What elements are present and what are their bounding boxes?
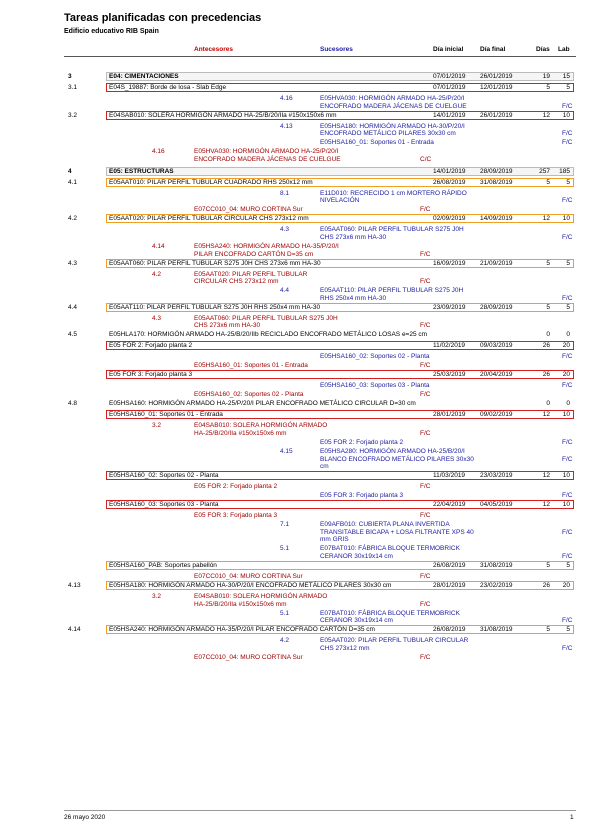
successor-description: E05 FOR 2: Forjado planta 2 [320,439,404,446]
task-days: 12 [542,215,550,223]
predecessor-description: E05HVA030: HORMIGÓN ARMADO HA-25/P/20/I [194,148,339,156]
successor-relation: F/C [562,553,573,560]
predecessor-description: E05 FOR 2: Forjado planta 2 [194,483,278,491]
task-start-date: 25/03/2019 [433,371,466,379]
header-sucesores: Sucesores [320,46,353,53]
task-end-date: 28/09/2019 [480,167,513,175]
task-lab-days: 5 [566,626,570,634]
task-id: 4.2 [68,215,78,223]
task-name: E05AAT020: PILAR PERFIL TUBULAR CIRCULAR CHS 273x12 mm [109,215,309,223]
predecessor-description: E07CC010_04: MURO CORTINA Sur [194,206,303,214]
task-days: 26 [542,582,550,589]
task-start-date: 11/02/2019 [433,342,466,350]
task-name: E05HSA160_PAB: Soportes pabellón [109,562,217,569]
task-start-date: 26/08/2019 [433,626,466,634]
predecessor-relation: F/C [420,362,431,370]
predecessor-description: HA-25/B/20/IIa #150x150x6 mm [194,430,287,437]
header-divider [64,56,576,57]
task-start-date: 28/01/2019 [433,582,466,589]
task-lab-days: 10 [562,501,570,509]
task-name: E05HSA180: HORMIGÓN ARMADO HA-30/P/20/I ENCOFRADO METÁLICO PILARES 30x30 cm [109,582,392,589]
task-id: 3.1 [68,84,78,91]
successor-id: 5.1 [280,609,290,617]
task-end-date: 20/04/2019 [480,371,513,379]
successor-id: 4.16 [280,95,293,102]
task-id: 4.13 [68,582,81,589]
task-lab-days: 20 [562,342,570,350]
task-name: E05HSA160_01: Soportes 01 - Entrada [109,411,223,419]
successor-relation: F/C [562,102,573,110]
task-days: 12 [542,411,550,419]
successor-description: E05HVA030: HORMIGÓN ARMADO HA-25/P/20/I [320,95,465,102]
successor-description: cm [320,463,329,471]
successor-id: 4.4 [280,287,290,295]
header-dias: Días [536,46,550,53]
task-start-date: 26/08/2019 [433,562,466,569]
predecessor-description: E05HSA160_01: Soportes 01 - Entrada [194,362,308,370]
successor-relation: F/C [562,234,573,241]
task-lab-days: 20 [562,582,570,589]
predecessor-relation: C/C [420,155,432,163]
task-lab-days: 15 [562,73,570,80]
successor-description: RHS 250x4 mm HA-30 [320,294,387,302]
successor-relation: F/C [562,130,573,138]
header-lab: Lab [558,46,570,53]
predecessor-description: E05AAT020: PILAR PERFIL TUBULAR [194,270,308,278]
task-lab-days: 5 [566,303,570,311]
successor-description: E05HSA280: HORMIGÓN ARMADO HA-25/B/20/I [320,448,465,455]
task-id: 4.1 [68,178,78,186]
successor-id: 4.13 [280,122,293,130]
task-days: 26 [542,342,550,350]
task-lab-days: 5 [566,178,570,186]
task-lab-days: 0 [566,331,570,339]
task-lab-days: 5 [566,84,570,91]
task-days: 12 [542,472,550,480]
header-dia-final: Día final [480,46,506,53]
predecessor-relation: F/C [420,391,431,399]
successor-relation: F/C [562,617,573,625]
group-name: E05: ESTRUCTURAS [109,167,174,175]
task-id: 4.8 [68,400,78,408]
successor-description: E05AAT110: PILAR PERFIL TUBULAR S275 J0H [320,287,464,295]
successor-description: E05AAT020: PILAR PERFIL TUBULAR CIRCULAR [320,637,469,645]
task-end-date: 23/02/2019 [480,582,513,589]
task-start-date: 02/09/2019 [433,215,466,223]
successor-description: CERANOR 30x19x14 cm [320,553,393,560]
predecessor-description: E04SAB010: SOLERA HORMIGÓN ARMADO [194,593,328,600]
task-end-date: 12/01/2019 [480,84,513,91]
task-lab-days: 10 [562,411,570,419]
successor-id: 4.3 [280,226,290,234]
header-dia-inicial: Día inicial [433,46,464,53]
task-id: 4.4 [68,303,78,311]
page-title: Tareas planificadas con precedencias [64,12,262,24]
successor-relation: F/C [562,197,573,205]
task-end-date: 31/08/2019 [480,626,513,634]
successor-description: E05HSA160_01: Soportes 01 - Entrada [320,139,434,147]
task-name: E04S_19887: Borde de losa - Slab Edge [109,84,227,91]
task-days: 5 [546,303,550,311]
successor-description: CHS 273x12 mm [320,644,370,652]
task-end-date: 04/05/2019 [480,501,513,509]
successor-description: E05AAT060: PILAR PERFIL TUBULAR S275 J0H [320,226,464,234]
predecessor-description: CIRCULAR CHS 273x12 mm [194,278,279,286]
predecessor-description: E05HSA160_02: Soportes 02 - Planta [194,391,304,399]
task-end-date: 26/01/2019 [480,73,513,80]
predecessor-description: E07CC010_04: MURO CORTINA Sur [194,653,303,661]
successor-id: 4.2 [280,637,290,645]
task-days: 257 [539,167,550,175]
task-lab-days: 10 [562,111,570,119]
task-end-date: 31/08/2019 [480,562,513,569]
task-end-date: 21/09/2019 [480,259,513,267]
task-days: 5 [546,626,550,634]
predecessor-relation: F/C [420,322,431,330]
predecessor-description: PILAR ENCOFRADO CARTÓN D=35 cm [194,250,314,258]
task-lab-days: 10 [562,215,570,223]
task-name: E05HSA160_03: Soportes 03 - Planta [109,501,219,509]
task-id: 3.2 [68,111,78,119]
task-id: 4.14 [68,626,81,634]
successor-description: E11D010: RECRECIDO 1 cm MORTERO RÁPIDO [320,189,467,197]
successor-relation: F/C [562,492,573,500]
predecessor-relation: F/C [420,430,431,437]
successor-description: ENCOFRADO METÁLICO PILARES 30x30 cm [320,130,456,138]
predecessor-relation: F/C [420,573,431,580]
successor-id: 8.1 [280,189,290,197]
task-name: E05HLA170: HORMIGÓN ARMADO HA-25/B/20/IIb RECICLADO ENCOFRADO METÁLICO LOSAS e=25 cm [109,331,428,339]
task-lab-days: 5 [566,259,570,267]
task-id: 4.3 [68,259,78,267]
task-days: 26 [542,371,550,379]
task-end-date: 23/03/2019 [480,472,513,480]
task-days: 5 [546,178,550,186]
predecessor-description: E04SAB010: SOLERA HORMIGÓN ARMADO [194,422,328,430]
task-days: 5 [546,562,550,569]
successor-description: TRANSITABLE BICAPA + LOSA FILTRANTE XPS 40 [320,528,474,536]
footer-divider [64,810,576,811]
successor-description: E05HSA160_03: Soportes 03 - Planta [320,382,430,390]
task-end-date: 31/08/2019 [480,178,513,186]
task-start-date: 14/01/2019 [433,111,466,119]
predecessor-id: 4.3 [152,314,162,322]
predecessor-description: HA-25/B/20/IIa #150x150x6 mm [194,600,287,608]
footer-page-number: 1 [570,814,574,821]
predecessor-relation: F/C [420,250,431,258]
task-name: E05 FOR 3: Forjado planta 3 [109,371,193,379]
successor-description: E07BAT010: FÁBRICA BLOQUE TERMOBRICK [320,609,460,617]
task-start-date: 07/01/2019 [433,73,466,80]
predecessor-id: 4.2 [152,270,162,278]
task-days: 5 [546,259,550,267]
successor-relation: F/C [562,528,573,536]
predecessor-id: 3.2 [152,422,162,430]
successor-description: E07BAT010: FÁBRICA BLOQUE TERMOBRICK [320,545,460,553]
task-start-date: 26/08/2019 [433,178,466,186]
successor-relation: F/C [562,353,573,361]
task-name: E05HSA160_02: Soportes 02 - Planta [109,472,219,480]
successor-description: CERANOR 30x19x14 cm [320,617,393,625]
task-name: E05AAT110: PILAR PERFIL TUBULAR S275 J0H RHS 250x4 mm HA-30 [109,303,321,311]
task-name: E05AAT060: PILAR PERFIL TUBULAR S275 J0H CHS 273x6 mm HA-30 [109,259,321,267]
predecessor-relation: F/C [420,512,431,520]
task-start-date: 11/03/2019 [433,472,466,480]
task-days: 19 [542,73,550,80]
page-subtitle: Edificio educativo RIB Spain [64,28,159,35]
successor-id: 4.15 [280,448,293,455]
task-days: 0 [546,331,550,339]
predecessor-relation: F/C [420,600,431,608]
successor-relation: F/C [562,439,573,446]
predecessor-id: 4.14 [152,243,165,250]
predecessor-relation: F/C [420,483,431,491]
predecessor-description: E05 FOR 3: Forjado planta 3 [194,512,278,520]
successor-description: BLANCO ENCOFRADO METÁLICO PILARES 30x30 [320,455,474,463]
predecessor-description: ENCOFRADO MADERA JÁCENAS DE CUELGUE [194,155,341,163]
task-lab-days: 0 [566,400,570,408]
predecessor-description: CHS 273x6 mm HA-30 [194,322,261,330]
successor-description: mm GRIS [320,536,349,544]
task-days: 0 [546,400,550,408]
task-lab-days: 20 [562,371,570,379]
task-id: 4 [68,167,72,175]
successor-description: E09AFB010: CUBIERTA PLANA INVERTIDA [320,521,450,529]
header-antecesores: Antecesores [194,46,234,53]
task-start-date: 14/01/2019 [433,167,466,175]
task-start-date: 28/01/2019 [433,411,466,419]
task-end-date: 14/09/2019 [480,215,513,223]
task-start-date: 07/01/2019 [433,84,466,91]
task-name: E05AAT010: PILAR PERFIL TUBULAR CUADRADO RHS 250x12 mm [109,178,313,186]
task-days: 5 [546,84,550,91]
footer-date: 26 mayo 2020 [64,814,106,821]
task-days: 12 [542,501,550,509]
predecessor-relation: F/C [420,206,431,214]
successor-relation: F/C [562,382,573,390]
successor-relation: F/C [562,294,573,302]
successor-id: 7.1 [280,521,290,529]
task-start-date: 22/04/2019 [433,501,466,509]
successor-description: E05 FOR 3: Forjado planta 3 [320,492,404,500]
predecessor-description: E07CC010_04: MURO CORTINA Sur [194,573,303,580]
task-end-date: 09/03/2019 [480,342,513,350]
task-lab-days: 10 [562,472,570,480]
predecessor-relation: F/C [420,653,431,661]
successor-description: NIVELACIÓN [320,197,360,205]
task-days: 12 [542,111,550,119]
predecessor-description: E05HSA240: HORMIGÓN ARMADO HA-35/P/20/I [194,243,339,250]
task-end-date: 26/01/2019 [480,111,513,119]
group-name: E04: CIMENTACIONES [109,73,179,80]
task-lab-days: 185 [559,167,570,175]
task-name: E05 FOR 2: Forjado planta 2 [109,342,193,350]
predecessor-id: 3.2 [152,593,162,600]
task-start-date: 23/09/2019 [433,303,466,311]
successor-id: 5.1 [280,545,290,553]
successor-description: E05HSA180: HORMIGÓN ARMADO HA-30/P/20/I [320,122,465,130]
task-end-date: 28/09/2019 [480,303,513,311]
successor-relation: F/C [562,644,573,652]
predecessor-relation: F/C [420,278,431,286]
successor-relation: F/C [562,455,573,463]
task-name: E05HSA160: HORMIGÓN ARMADO HA-25/P/20/I PILAR ENCOFRADO METÁLICO CIRCULAR D=30 cm [109,400,416,408]
successor-description: CHS 273x6 mm HA-30 [320,234,387,241]
task-name: E05HSA240: HORMIGÓN ARMADO HA-35/P/20/I PILAR ENCOFRADO CARTÓN D=35 cm [109,626,375,634]
predecessor-id: 4.16 [152,148,165,156]
predecessor-description: E05AAT060: PILAR PERFIL TUBULAR S275 J0H [194,314,338,322]
task-name: E04SAB010: SOLERA HORMIGÓN ARMADO HA-25/B/20/IIa #150x150x6 mm [109,111,337,119]
task-id: 4.5 [68,331,78,339]
task-id: 3 [68,73,72,80]
successor-description: ENCOFRADO MADERA JÁCENAS DE CUELGUE [320,102,467,110]
task-lab-days: 5 [566,562,570,569]
task-start-date: 16/09/2019 [433,259,466,267]
successor-description: E05HSA160_02: Soportes 02 - Planta [320,353,430,361]
task-end-date: 09/02/2019 [480,411,513,419]
successor-relation: F/C [562,139,573,147]
